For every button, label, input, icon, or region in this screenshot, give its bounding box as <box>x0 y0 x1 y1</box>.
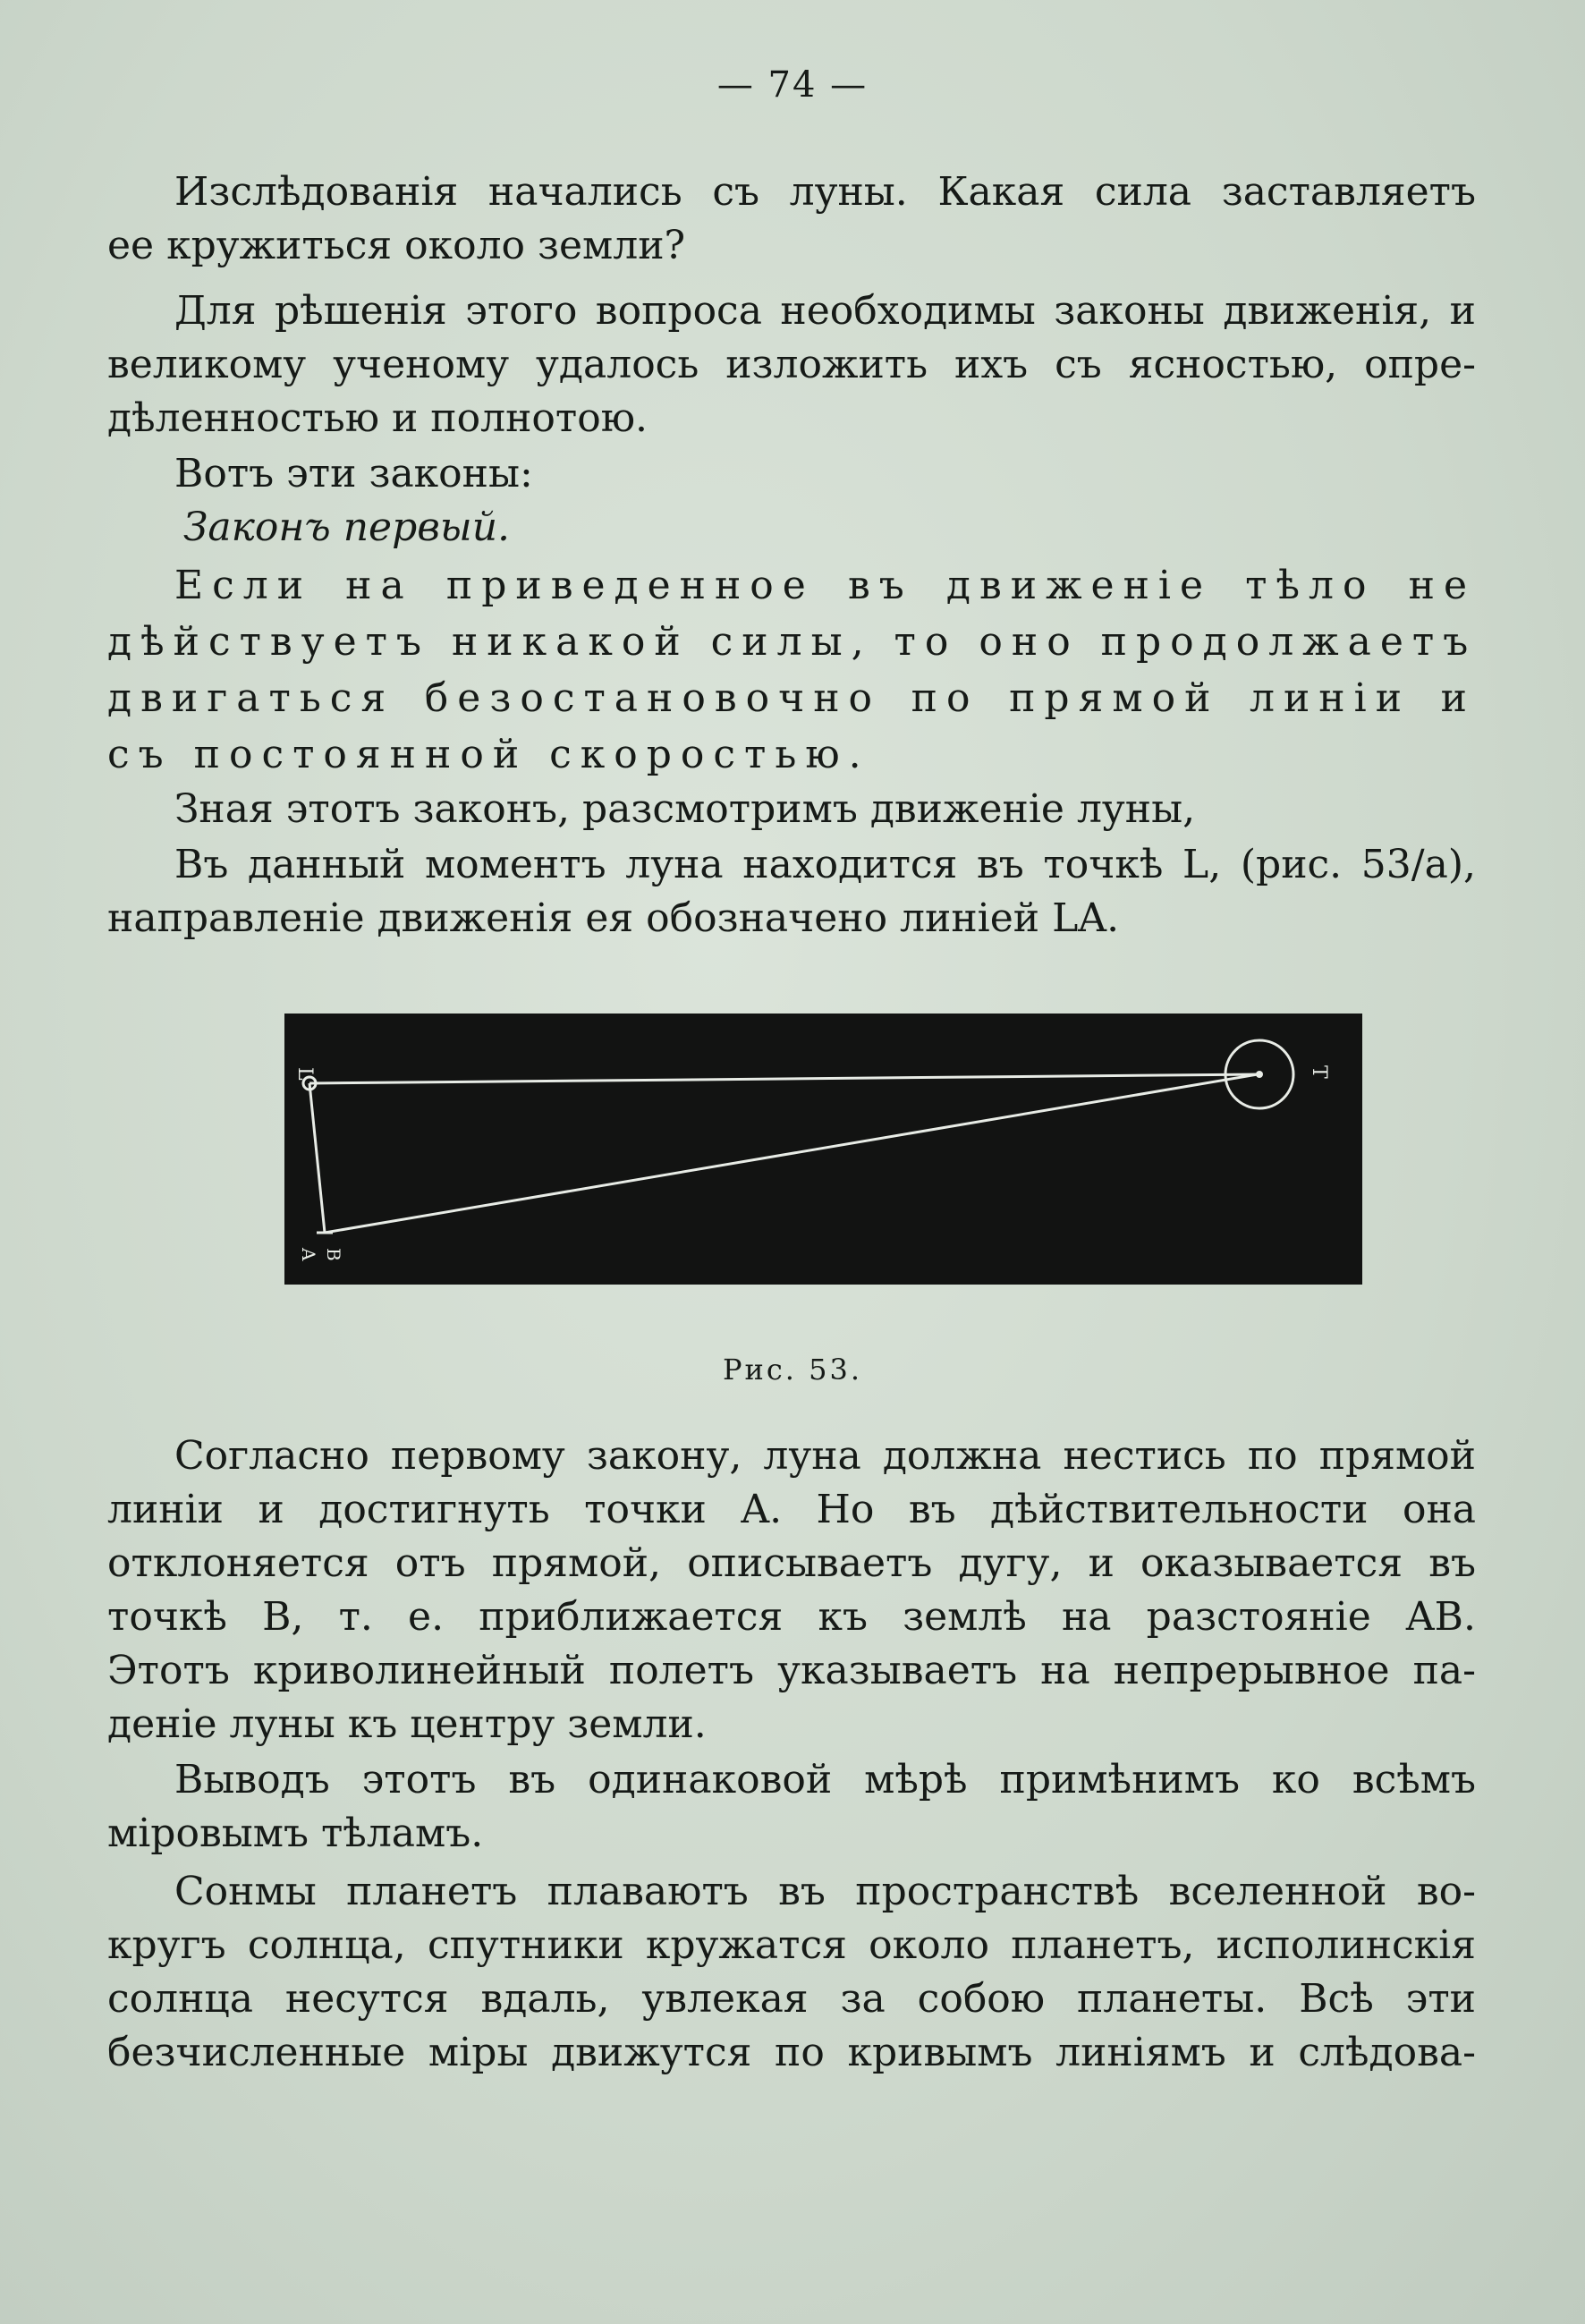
figure-caption: Рис. 53. <box>722 1353 862 1387</box>
label-A: A <box>298 1248 319 1261</box>
text-line: Изслѣдованія начались съ луны. Какая сила заставляетъ <box>174 169 1476 215</box>
text-line: направленіе движенія ея обозначено линіей LA. <box>107 895 1120 941</box>
text-line: Выводъ этотъ въ одинаковой мѣрѣ примѣнимъ ко всѣмъ <box>174 1757 1476 1802</box>
text-line: Въ данный моментъ луна находится въ точкѣ L, (рис. 53/а), <box>174 842 1476 887</box>
text-line: Для рѣшенія этого вопроса необходимы законы движенія, и <box>174 288 1476 334</box>
text-line: ее кружиться около земли? <box>107 223 686 268</box>
text-line: солнца несутся вдаль, увлекая за собою планеты. Всѣ эти <box>107 1976 1476 2022</box>
law-text-line: двигаться безостановочно по прямой линіи и <box>107 675 1476 721</box>
text-line: міровымъ тѣламъ. <box>107 1811 484 1856</box>
text-line: Сонмы планетъ плаваютъ въ пространствѣ вселенной во- <box>174 1869 1476 1914</box>
figure-diagram <box>284 1014 1362 1285</box>
text-line: великому ученому удалось изложить ихъ съ ясностью, опре- <box>107 342 1476 387</box>
text-line: отклоняется отъ прямой, описываетъ дугу, и оказывается въ <box>107 1540 1476 1586</box>
label-L: L <box>293 1067 316 1081</box>
law-text-line: съ постоянной скоростью. <box>107 732 870 777</box>
text-line: точкѣ B, т. е. приближается къ землѣ на разстояніе AB. <box>107 1594 1476 1640</box>
law-heading: Законъ первый. <box>183 505 511 550</box>
text-line: Вотъ эти законы: <box>174 451 533 496</box>
text-line: дѣленностью и полнотою. <box>107 395 648 441</box>
label-B: B <box>323 1248 344 1261</box>
earth-center <box>1256 1071 1263 1078</box>
page-number: — 74 — <box>716 64 869 106</box>
text-line: Этотъ криволинейный полетъ указываетъ на непрерывное па- <box>107 1648 1476 1693</box>
text-line: линіи и достигнуть точки A. Но въ дѣйствительности она <box>107 1487 1476 1532</box>
label-T: T <box>1308 1065 1330 1079</box>
text-line: кругъ солнца, спутники кружатся около планетъ, исполинскія <box>107 1922 1476 1968</box>
text-line: Зная этотъ законъ, разсмотримъ движеніе луны, <box>174 786 1196 832</box>
law-text-line: дѣйствуетъ никакой силы, то оно продолжаетъ <box>107 619 1478 665</box>
law-text-line: Если на приведенное въ движеніе тѣло не <box>174 563 1476 608</box>
text-line: деніе луны къ центру земли. <box>107 1701 707 1747</box>
text-line: безчисленные міры движутся по кривымъ линіямъ и слѣдова- <box>107 2030 1476 2075</box>
text-line: Согласно первому закону, луна должна нестись по прямой <box>174 1433 1476 1479</box>
figure-53 <box>284 1014 1362 1285</box>
